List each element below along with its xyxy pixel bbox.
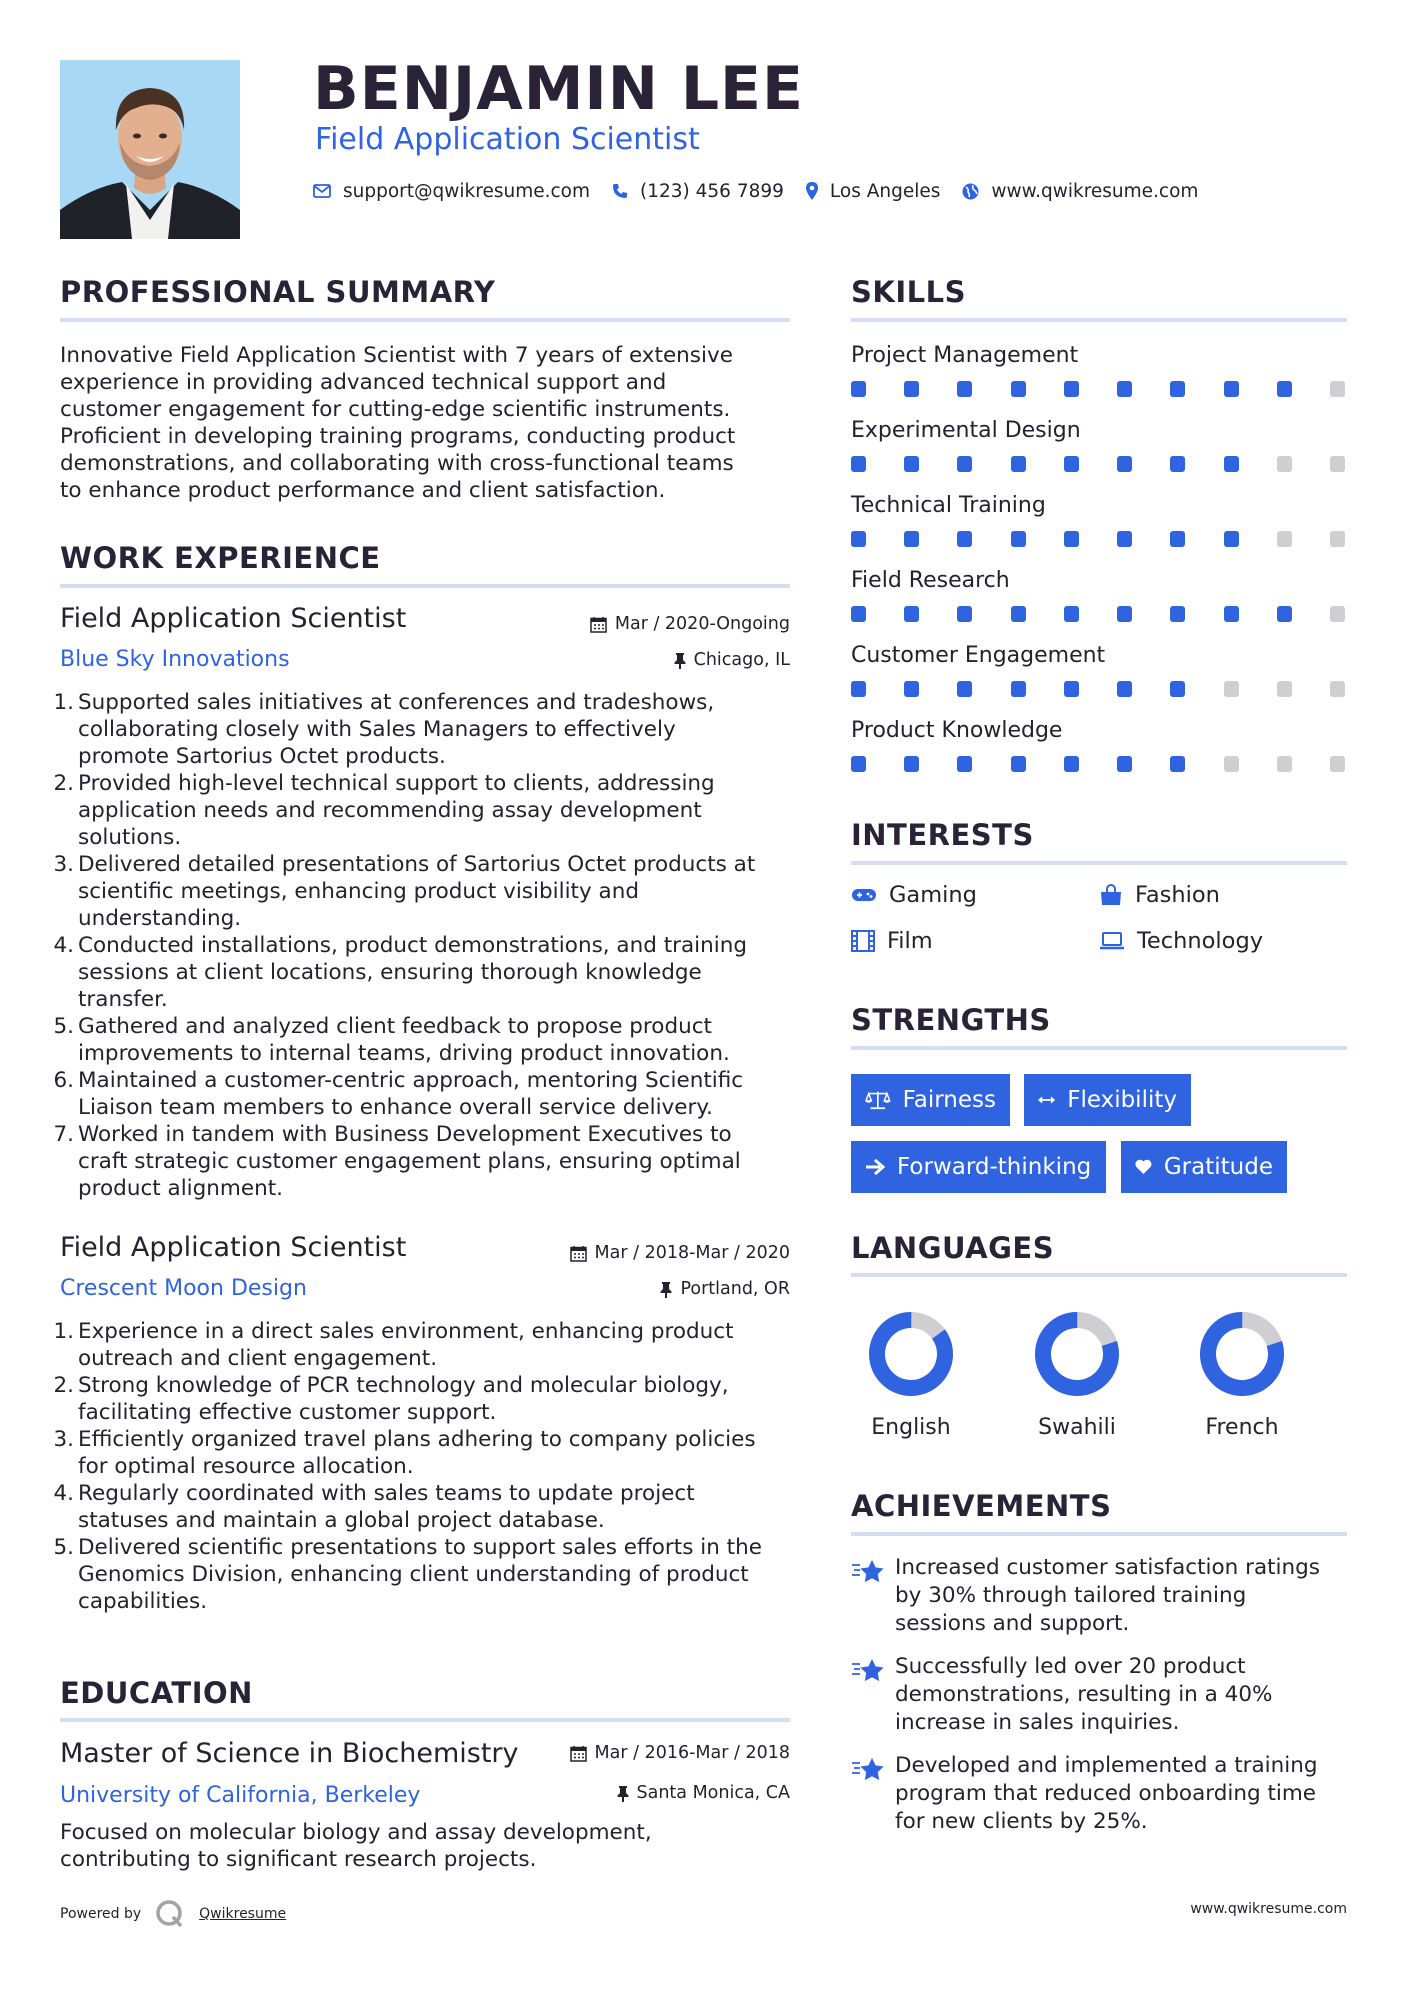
rating-dot-filled bbox=[1170, 756, 1185, 772]
contact-location bbox=[806, 181, 941, 202]
rating-dot-filled bbox=[1117, 756, 1132, 772]
school-name[interactable]: University of California, Berkeley bbox=[60, 1783, 421, 1808]
qwikresume-logo-icon bbox=[155, 1899, 185, 1929]
achievement-item: Developed and implemented a training program that reduced onboarding time for new clients by 25%. bbox=[851, 1752, 1345, 1836]
email-text: support@qwikresume.com bbox=[343, 180, 590, 202]
degree-title: Master of Science in Biochemistry bbox=[60, 1738, 519, 1769]
arrows-horizontal-icon bbox=[1038, 1093, 1055, 1107]
interest-film: Film bbox=[851, 928, 933, 954]
rating-dot-filled bbox=[1277, 381, 1292, 397]
job-location: Portland, OR bbox=[500, 1279, 790, 1299]
summary-line: to enhance product performance and client satisfaction. bbox=[60, 478, 666, 503]
summary-heading: PROFESSIONAL SUMMARY bbox=[60, 275, 496, 309]
contact-bar bbox=[313, 178, 1220, 204]
list-item: 5. Delivered scientific presentations to support sales efforts in the Genomics Division, enhancing client understanding of product capabilities. bbox=[53, 1535, 762, 1614]
pushpin-icon bbox=[660, 1281, 672, 1298]
job-title: Field Application Scientist bbox=[60, 603, 407, 634]
rating-dot-filled bbox=[904, 681, 919, 697]
summary-text bbox=[60, 342, 800, 504]
strengths-divider bbox=[851, 1046, 1347, 1050]
skill-name: Technical Training bbox=[851, 493, 1046, 518]
rating-dot-filled bbox=[851, 456, 866, 472]
website-text: www.qwikresume.com bbox=[991, 180, 1199, 202]
language-name: English bbox=[871, 1415, 951, 1440]
interest-fashion: Fashion bbox=[1099, 882, 1220, 908]
pushpin-icon bbox=[617, 1785, 629, 1802]
contact-website[interactable] bbox=[962, 181, 1198, 202]
summary-line: experience in providing advanced technical support and bbox=[60, 370, 667, 395]
rating-dot-filled bbox=[904, 606, 919, 622]
rating-dot-empty bbox=[1330, 606, 1345, 622]
rating-dot-filled bbox=[957, 756, 972, 772]
profile-photo bbox=[60, 60, 240, 239]
rating-dot-filled bbox=[1011, 756, 1026, 772]
star-icon bbox=[851, 1657, 885, 1685]
skill-name: Project Management bbox=[851, 343, 1079, 368]
rating-dot-filled bbox=[851, 381, 866, 397]
skill-rating bbox=[851, 681, 1345, 697]
rating-dot-filled bbox=[851, 681, 866, 697]
rating-dot-filled bbox=[957, 606, 972, 622]
rating-dot-filled bbox=[1170, 606, 1185, 622]
achievement-item: Increased customer satisfaction ratings by 30% through tailored training sessions and support. bbox=[851, 1554, 1345, 1638]
list-item: 5. Gathered and analyzed client feedback to propose product improvements to internal teams, driving product innovation. bbox=[53, 1014, 730, 1066]
gamepad-icon bbox=[851, 886, 877, 904]
strength-tag-fairness: Fairness bbox=[851, 1074, 1010, 1126]
languages-divider bbox=[851, 1273, 1347, 1277]
experience-divider bbox=[60, 584, 790, 588]
candidate-title: Field Application Scientist bbox=[315, 122, 700, 157]
star-icon bbox=[851, 1756, 885, 1784]
film-icon bbox=[851, 930, 875, 952]
language-donut bbox=[1192, 1304, 1292, 1404]
contact-email[interactable] bbox=[313, 181, 590, 202]
list-item: 3. Delivered detailed presentations of Sartorius Octet products at scientific meetings, enhancing product visibility and understanding. bbox=[53, 852, 756, 931]
donut-fill bbox=[1199, 1311, 1285, 1397]
skill-rating bbox=[851, 381, 1345, 397]
rating-dot-filled bbox=[904, 531, 919, 547]
interests-heading: INTERESTS bbox=[851, 818, 1034, 852]
interests-divider bbox=[851, 861, 1347, 865]
skill-rating bbox=[851, 756, 1345, 772]
rating-dot-empty bbox=[1277, 681, 1292, 697]
location-text: Los Angeles bbox=[829, 180, 941, 202]
footer-website[interactable]: www.qwikresume.com bbox=[1190, 1901, 1347, 1917]
contact-phone[interactable] bbox=[612, 181, 784, 202]
rating-dot-filled bbox=[851, 756, 866, 772]
list-item: 6. Maintained a customer-centric approach, mentoring Scientific Liaison team members to enhance overall service delivery. bbox=[53, 1068, 744, 1120]
job-bullet-list bbox=[53, 1318, 800, 1615]
footer-brand-link[interactable]: Qwikresume bbox=[199, 1906, 287, 1922]
heart-icon bbox=[1135, 1156, 1152, 1178]
rating-dot-filled bbox=[957, 381, 972, 397]
skill-name: Customer Engagement bbox=[851, 643, 1106, 668]
rating-dot-empty bbox=[1330, 756, 1345, 772]
shopping-bag-icon bbox=[1099, 884, 1123, 906]
list-item: 4. Conducted installations, product demonstrations, and training sessions at client locations, ensuring thorough knowledge transfer. bbox=[53, 933, 748, 1012]
job-dates: Mar / 2020-Ongoing bbox=[500, 614, 790, 634]
interest-gaming: Gaming bbox=[851, 882, 977, 908]
job-bullet-list bbox=[53, 689, 800, 1202]
rating-dot-filled bbox=[1011, 531, 1026, 547]
footer-powered-by: Powered by Qwikresume bbox=[60, 1899, 286, 1929]
achievements-heading: ACHIEVEMENTS bbox=[851, 1489, 1112, 1523]
balance-scale-icon bbox=[865, 1089, 891, 1111]
donut-fill bbox=[1034, 1311, 1120, 1397]
calendar-icon bbox=[570, 1745, 587, 1762]
rating-dot-filled bbox=[1064, 756, 1079, 772]
rating-dot-empty bbox=[1330, 531, 1345, 547]
language-name: Swahili bbox=[1038, 1415, 1116, 1440]
job-title: Field Application Scientist bbox=[60, 1232, 407, 1263]
list-item: 1. Supported sales initiatives at conferences and tradeshows, collaborating closely with Sales Managers to effectively promote Sartorius Octet products. bbox=[53, 690, 715, 769]
company-name[interactable]: Crescent Moon Design bbox=[60, 1276, 307, 1301]
skill-name: Field Research bbox=[851, 568, 1010, 593]
rating-dot-filled bbox=[1064, 381, 1079, 397]
rating-dot-filled bbox=[1117, 531, 1132, 547]
rating-dot-filled bbox=[1064, 456, 1079, 472]
rating-dot-empty bbox=[1277, 456, 1292, 472]
achievements-divider bbox=[851, 1532, 1347, 1536]
list-item: 3. Efficiently organized travel plans adhering to company policies for optimal resource allocation. bbox=[53, 1427, 756, 1479]
skill-rating bbox=[851, 531, 1345, 547]
strength-tag-gratitude: Gratitude bbox=[1121, 1141, 1287, 1193]
rating-dot-filled bbox=[1170, 381, 1185, 397]
rating-dot-filled bbox=[1117, 681, 1132, 697]
languages-heading: LANGUAGES bbox=[851, 1231, 1055, 1265]
rating-dot-filled bbox=[1224, 456, 1239, 472]
rating-dot-filled bbox=[1011, 381, 1026, 397]
skill-rating bbox=[851, 456, 1345, 472]
rating-dot-filled bbox=[957, 681, 972, 697]
rating-dot-filled bbox=[1277, 606, 1292, 622]
phone-text: (123) 456 7899 bbox=[640, 180, 784, 202]
interest-technology: Technology bbox=[1099, 928, 1263, 954]
rating-dot-empty bbox=[1330, 456, 1345, 472]
summary-line: Proficient in developing training programs, conducting product bbox=[60, 424, 736, 449]
laptop-icon bbox=[1099, 931, 1125, 951]
list-item: 4. Regularly coordinated with sales teams to update project statuses and maintain a global project database. bbox=[53, 1481, 695, 1533]
experience-heading: WORK EXPERIENCE bbox=[60, 541, 381, 575]
education-dates: Mar / 2016-Mar / 2018 bbox=[480, 1743, 790, 1763]
rating-dot-filled bbox=[1224, 606, 1239, 622]
calendar-icon bbox=[570, 1245, 587, 1262]
rating-dot-empty bbox=[1277, 756, 1292, 772]
rating-dot-filled bbox=[1224, 381, 1239, 397]
rating-dot-filled bbox=[1117, 606, 1132, 622]
rating-dot-filled bbox=[1011, 456, 1026, 472]
rating-dot-filled bbox=[1064, 606, 1079, 622]
rating-dot-filled bbox=[1064, 681, 1079, 697]
rating-dot-filled bbox=[957, 531, 972, 547]
rating-dot-filled bbox=[1170, 456, 1185, 472]
rating-dot-empty bbox=[1224, 756, 1239, 772]
calendar-icon bbox=[590, 616, 607, 633]
skills-heading: SKILLS bbox=[851, 275, 966, 309]
skills-divider bbox=[851, 318, 1347, 322]
rating-dot-filled bbox=[957, 456, 972, 472]
rating-dot-filled bbox=[1117, 381, 1132, 397]
rating-dot-filled bbox=[851, 531, 866, 547]
summary-line: Innovative Field Application Scientist with 7 years of extensive bbox=[60, 343, 733, 368]
education-heading: EDUCATION bbox=[60, 1676, 253, 1710]
language-donut bbox=[1027, 1304, 1127, 1404]
summary-line: demonstrations, and collaborating with cross-functional teams bbox=[60, 451, 734, 476]
list-item: 7. Worked in tandem with Business Development Executives to craft strategic customer engagement plans, ensuring optimal product alignment. bbox=[53, 1122, 741, 1201]
strength-tag-flexibility: Flexibility bbox=[1024, 1074, 1191, 1126]
candidate-name: BENJAMIN LEE bbox=[313, 54, 805, 124]
rating-dot-empty bbox=[1224, 681, 1239, 697]
rating-dot-filled bbox=[1170, 681, 1185, 697]
rating-dot-filled bbox=[1224, 531, 1239, 547]
job-dates: Mar / 2018-Mar / 2020 bbox=[500, 1243, 790, 1263]
achievement-item: Successfully led over 20 product demonstrations, resulting in a 40% increase in sales inquiries. bbox=[851, 1653, 1345, 1737]
skill-rating bbox=[851, 606, 1345, 622]
summary-divider bbox=[60, 318, 790, 322]
rating-dot-filled bbox=[1011, 606, 1026, 622]
language-name: French bbox=[1205, 1415, 1279, 1440]
arrow-right-icon bbox=[865, 1158, 885, 1176]
rating-dot-empty bbox=[1330, 381, 1345, 397]
map-pin-icon bbox=[806, 182, 818, 200]
skill-name: Product Knowledge bbox=[851, 718, 1063, 743]
rating-dot-empty bbox=[1330, 681, 1345, 697]
summary-line: customer engagement for cutting-edge scientific instruments. bbox=[60, 397, 731, 422]
education-description: Focused on molecular biology and assay development, contributing to significant research projects. bbox=[60, 1820, 652, 1872]
phone-icon bbox=[612, 183, 628, 199]
rating-dot-empty bbox=[1277, 531, 1292, 547]
pushpin-icon bbox=[674, 652, 686, 669]
rating-dot-filled bbox=[904, 381, 919, 397]
list-item: 2. Provided high-level technical support to clients, addressing application needs and recommending assay development solutions. bbox=[53, 771, 715, 850]
strengths-heading: STRENGTHS bbox=[851, 1003, 1051, 1037]
company-name[interactable]: Blue Sky Innovations bbox=[60, 647, 290, 672]
star-icon bbox=[851, 1558, 885, 1586]
envelope-icon bbox=[313, 184, 331, 198]
rating-dot-filled bbox=[1170, 531, 1185, 547]
education-divider bbox=[60, 1718, 790, 1722]
globe-icon bbox=[962, 183, 979, 200]
donut-fill bbox=[864, 1307, 959, 1402]
list-item: 2. Strong knowledge of PCR technology and molecular biology, facilitating effective customer support. bbox=[53, 1373, 729, 1425]
rating-dot-filled bbox=[1064, 531, 1079, 547]
rating-dot-filled bbox=[904, 756, 919, 772]
rating-dot-filled bbox=[1117, 456, 1132, 472]
rating-dot-filled bbox=[851, 606, 866, 622]
job-location: Chicago, IL bbox=[500, 650, 790, 670]
education-location: Santa Monica, CA bbox=[480, 1783, 790, 1803]
rating-dot-filled bbox=[1011, 681, 1026, 697]
skill-name: Experimental Design bbox=[851, 418, 1081, 443]
language-donut bbox=[861, 1304, 961, 1404]
strength-tag-forward-thinking: Forward-thinking bbox=[851, 1141, 1106, 1193]
rating-dot-filled bbox=[904, 456, 919, 472]
list-item: 1. Experience in a direct sales environment, enhancing product outreach and client engagement. bbox=[53, 1319, 734, 1371]
